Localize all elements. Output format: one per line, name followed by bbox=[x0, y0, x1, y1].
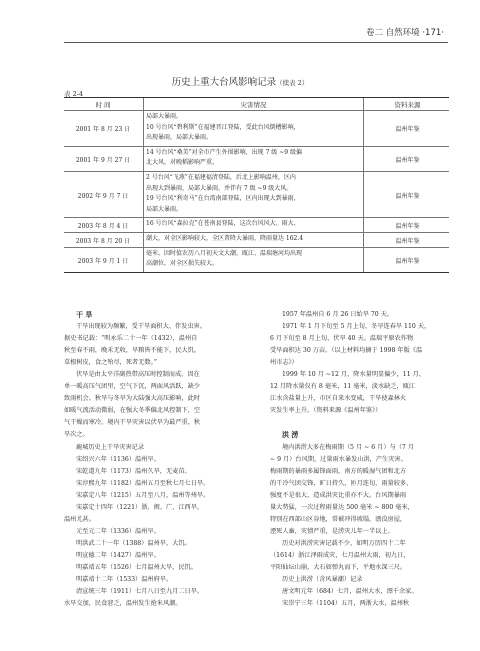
paragraph-line: 唐文明元年（684）七月，温州大水，漂千余家。 bbox=[282, 588, 418, 596]
paragraph-line: 鹿城历史上干旱灾害记录 bbox=[76, 443, 145, 451]
paragraph-line: 单一暖高压气团里，空气下沉，两面风活跃，缺少 bbox=[64, 383, 201, 391]
header-rule bbox=[64, 42, 448, 43]
event-line: 出现暴雨，局部大暴雨。 bbox=[146, 134, 213, 142]
paragraph-line: ~ 9 月）台风期，过量雨水暴发山洪，产生灾害。 bbox=[270, 455, 407, 463]
row-event bbox=[146, 249, 361, 270]
table-title bbox=[0, 74, 480, 88]
paragraph-line: 明嘉靖十二年（1533）温州府旱。 bbox=[76, 576, 173, 584]
row-date: 2002 年 9 月 7 日 bbox=[77, 192, 129, 200]
event-line: 毫米，因时值农历八月初天文大潮，瓯江、温瑞塘河均出现 bbox=[146, 249, 303, 257]
paragraph-line: 6 月下旬至 8 月上旬，伏旱 40 天。温瑞平原农作物 bbox=[270, 335, 414, 343]
typhoon-record-table bbox=[64, 97, 449, 273]
paragraph-line: 量大势猛，一次过程雨量达 500 毫米 ~ 800 毫米， bbox=[270, 503, 414, 511]
paragraph-line: 宋嘉定八年（1215）五月至八月，温州等州旱。 bbox=[76, 491, 210, 499]
row-source: 温州年鉴 bbox=[395, 257, 420, 265]
event-line: 出现大到暴雨，局部大暴雨，并伴有 7 级 ~9 级大风。 bbox=[146, 184, 293, 192]
paragraph-line: 受旱面积达 30 万亩。（以上材料均摘于 1998 年版《温 bbox=[270, 347, 423, 355]
paragraph-line: 清宣统三年（1911）七月八日至九月二日旱。 bbox=[76, 588, 204, 596]
paragraph-line: 强度不是很大，造成洪灾比重亦不大。台风期暴雨 bbox=[270, 491, 407, 499]
paragraph-line: 如暖气流活动微弱，在强大冬季偏北风控制下，空 bbox=[64, 407, 201, 415]
table-row bbox=[64, 172, 449, 218]
event-line: 14 号台风“桑美”对全市产生外围影响，出现 7 级 ~9 级偏 bbox=[146, 148, 302, 156]
section-title: 干 旱 bbox=[76, 310, 93, 319]
paragraph-line: 江水含盐量上升，市区自来水变咸，干旱使森林火 bbox=[270, 395, 407, 403]
row-event bbox=[146, 148, 361, 169]
paragraph-line: 草根树皮，食之殆尽，死者无数。” bbox=[64, 359, 157, 367]
table-row bbox=[64, 218, 449, 233]
paragraph-line: 州市志》） bbox=[270, 359, 298, 367]
table-number: 表 2-4 bbox=[64, 90, 84, 98]
paragraph-line: 12 月降水量仅有 8 毫米、11 毫米，淡水缺乏，瓯江 bbox=[270, 383, 416, 391]
paragraph-line: 元至元二年（1336）温州旱。 bbox=[76, 527, 160, 535]
event-line: 局部大暴雨。 bbox=[146, 113, 183, 120]
table-header-row bbox=[64, 98, 449, 111]
event-line: 北大风，对晚稻影响严重。 bbox=[146, 159, 219, 167]
paragraph-line: 1957 年温州自 6 月 26 日始旱 70 天。 bbox=[282, 311, 394, 318]
running-head: 卷二 自然环境 ·171· bbox=[365, 28, 444, 38]
row-source: 温州年鉴 bbox=[395, 223, 420, 231]
paragraph-line: 境内洪涝大多在梅雨期（5 月 ~ 6 月）与（7 月 bbox=[282, 443, 415, 451]
row-source: 温州年鉴 bbox=[395, 126, 420, 134]
paragraph-line: 宋崇宁三年（1104）五月，两浙大水，温州秋 bbox=[282, 600, 410, 608]
row-event bbox=[146, 219, 361, 230]
header-date: 时 间 bbox=[95, 101, 111, 109]
right-column bbox=[270, 309, 454, 610]
event-line: 局部大暴雨。 bbox=[146, 205, 183, 213]
paragraph-line: 明洪武二十一年（1388）温州旱，大饥。 bbox=[76, 539, 191, 547]
paragraph-line: 旱次之。 bbox=[64, 431, 89, 439]
paragraph-line: 特别在西部山区谷地，常被冲得坡塌，漂没房屋， bbox=[270, 515, 407, 523]
paragraph-line: 平阳仙坛山崩，大石如弹丸而下，平地水深三尺。 bbox=[270, 563, 407, 571]
paragraph-line: 的干冷气团交锋，旷日持久，匝月连旬，雨量较多， bbox=[270, 479, 413, 487]
paragraph-line: 明宣德二年（1427）温州旱。 bbox=[76, 551, 160, 559]
section-title: 洪 涝 bbox=[282, 430, 299, 440]
event-line: 19 号台风“利奇马”在台湾南部登陆，区内出现大到暴雨， bbox=[146, 195, 300, 203]
event-line: 潮大，对全区影响较大，全区普降大暴雨，降雨量达 162.4 bbox=[146, 234, 304, 242]
paragraph-line: 宋淳熙九年（1182）温州五月至秋七月七日旱。 bbox=[76, 479, 210, 487]
row-source: 温州年鉴 bbox=[395, 237, 420, 245]
event-line: 10 号台风“碧利斯”在福建晋江登陆，受此台风倒槽影响， bbox=[146, 123, 300, 131]
row-date: 2003 年 8 月 4 日 bbox=[77, 223, 129, 231]
row-event bbox=[146, 234, 361, 245]
paragraph-line: 伏旱是由太平洋副热带高压时控制而成。因在 bbox=[76, 371, 200, 379]
paragraph-line: 干旱出现较为频繁，受干旱面积大、伴发虫害。 bbox=[76, 323, 206, 331]
event-line: 高潮位，对全区损失较大。 bbox=[146, 260, 219, 268]
paragraph-line: 致雨机会。秋旱与冬旱为大陆强大高压影响，此时 bbox=[64, 395, 201, 403]
row-event bbox=[146, 112, 361, 144]
table-title-text: 历史上重大台风影响记录 bbox=[171, 77, 277, 88]
paragraph-line: 明嘉靖五年（1526）七月温州大旱，民饥。 bbox=[76, 563, 197, 571]
left-column bbox=[64, 309, 260, 610]
header-source: 资料来源 bbox=[394, 101, 421, 109]
paragraph-line: 梅雨期的暴雨多属锋面雨，南方的暖湿气团和北方 bbox=[270, 467, 407, 475]
row-date: 2001 年 8 月 23 日 bbox=[75, 126, 131, 134]
paragraph-line bbox=[270, 417, 454, 429]
paragraph-line: 宋乾道九年（1173）温州久旱，无麦苗。 bbox=[76, 467, 191, 475]
table-row bbox=[64, 147, 449, 172]
paragraph-line: 秋至春不雨，晚禾无收，旱粮皆不能下，民大饥， bbox=[64, 347, 201, 355]
table-row bbox=[64, 248, 449, 272]
row-source: 温州年鉴 bbox=[395, 156, 420, 164]
table-row bbox=[64, 111, 449, 147]
paragraph-line: （1614）浙江泽雨成灾，七月温州大雨，初九日， bbox=[270, 551, 410, 559]
event-line: 16 号台风“森拉克”在苍南县登陆，这次台风风大、雨大、 bbox=[146, 220, 300, 228]
paragraph-line: 湮死人畜，灾情严重，是涝灾儿年一半以上。 bbox=[270, 527, 394, 535]
paragraph-line: 历史对洪涝灾害记载不少，如明万历四十二年 bbox=[282, 539, 406, 547]
paragraph-line: 灾发生率上升。（资料来源《温州年鉴》） bbox=[270, 407, 382, 415]
paragraph-line: 宋绍兴六年（1136）温州旱。 bbox=[76, 455, 160, 463]
paragraph-line: 气干燥而寒冷。境内干旱灾害以伏旱为最严重，秋 bbox=[64, 419, 201, 427]
row-date: 2003 年 9 月 1 日 bbox=[77, 257, 129, 265]
row-event bbox=[146, 173, 361, 215]
table-title-note: （续表 2） bbox=[276, 79, 309, 87]
paragraph-line: 1999 年 10 月 ~12 月，降水量明显偏少，11 月、 bbox=[282, 371, 425, 379]
paragraph-line: 1971 年 1 月下旬至 5 月上旬，冬旱连春旱 110 天， bbox=[282, 323, 431, 331]
header-event: 灾害情况 bbox=[240, 101, 267, 109]
paragraph-line: 宋嘉定十四年（1221）浙、闽、广、江西旱， bbox=[76, 503, 204, 511]
table-row bbox=[64, 233, 449, 248]
row-date: 2001 年 9 月 27 日 bbox=[75, 156, 131, 164]
row-date: 2003 年 8 月 20 日 bbox=[75, 237, 131, 245]
paragraph-line: 历史上洪涝（含风暴潮）记录 bbox=[282, 576, 363, 584]
row-source: 温州年鉴 bbox=[395, 192, 420, 200]
paragraph-line: 水旱交加，民食窘乏，温州发生抢米风潮。 bbox=[64, 600, 182, 608]
paragraph-line: 据史书记载：“明永乐二十一年（1432），温州自 bbox=[64, 335, 198, 343]
event-line: 2 号台风“飞燕”在福建福清登陆，后北上影响温州，区内 bbox=[146, 173, 296, 181]
paragraph-line: 温州尤甚。 bbox=[64, 515, 95, 523]
